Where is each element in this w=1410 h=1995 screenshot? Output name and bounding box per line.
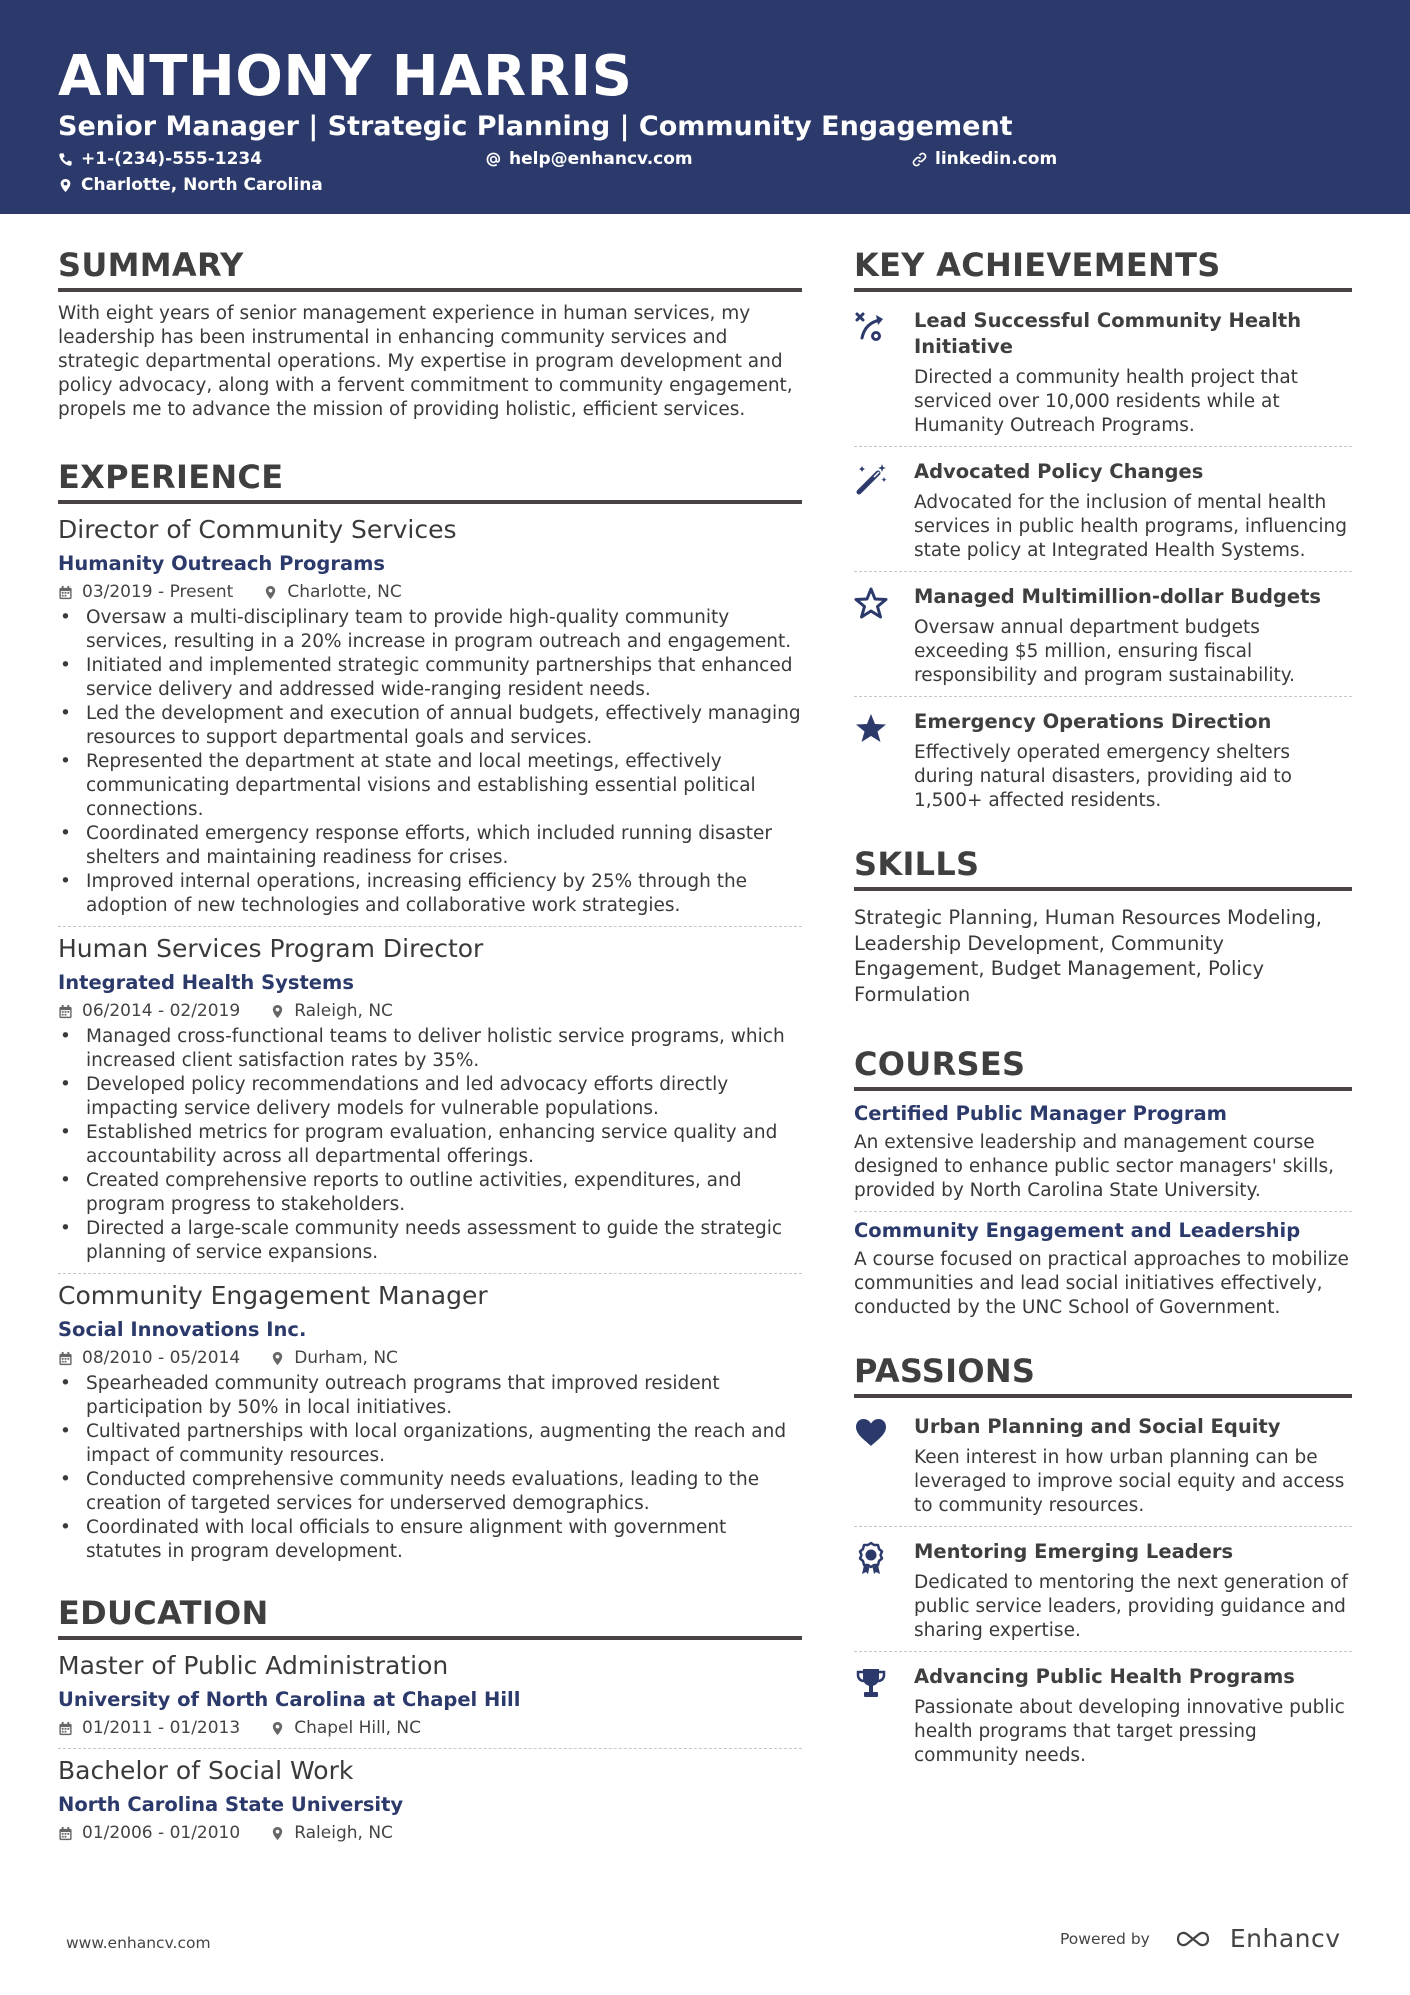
passion-item [854, 1533, 1352, 1643]
education-meta [58, 1821, 802, 1845]
job-meta [58, 999, 802, 1023]
location-text: Raleigh, NC [294, 1823, 393, 1843]
courses-heading: COURSES [854, 1043, 1352, 1091]
enhancv-logo-icon [1174, 1926, 1222, 1952]
calendar-icon [58, 1004, 73, 1019]
footer-website[interactable]: www.enhancv.com [66, 1934, 211, 1952]
link-icon [912, 152, 927, 167]
education-location [270, 1716, 421, 1740]
phone-text: +1-(234)-555-1234 [81, 149, 263, 169]
job-bullets [58, 1372, 802, 1564]
dates-text: 03/2019 - Present [82, 582, 234, 602]
star-icon [854, 711, 888, 745]
calendar-icon [58, 585, 73, 600]
magic-wand-icon [854, 461, 888, 495]
bullet-item: • Established metrics for program evaluation, enhancing service quality and accountability across all departmental offerings. [58, 1121, 802, 1169]
company-name: Integrated Health Systems [58, 971, 354, 994]
education-entry [58, 1755, 802, 1845]
bullet-item: • Improved internal operations, increasing efficiency by 25% through the adoption of new technologies and collaborative work strategies. [58, 870, 802, 918]
summary-text: With eight years of senior management experience in human services, my leadership has been instrumental in enhancing community services and strategic departmental operations. My expertise in program development and policy advocacy, along with a fervent commitment to community engagement, propels me to advance the mission of providing holistic, efficient services. [58, 303, 793, 420]
entry-divider [854, 1211, 1352, 1212]
bullet-item: • Managed cross-functional teams to deliver holistic service programs, which increased client satisfaction rates by 35%. [58, 1025, 802, 1073]
entry-divider [854, 1526, 1352, 1527]
bullet-item: • Led the development and execution of annual budgets, effectively managing resources to support departmental goals and services. [58, 702, 802, 750]
location-pin-icon [263, 585, 278, 600]
education-location [270, 1821, 393, 1845]
strategy-icon [854, 310, 888, 344]
bullet-item: • Developed policy recommendations and led advocacy efforts directly impacting service delivery models for vulnerable populations. [58, 1073, 802, 1121]
job-meta [58, 580, 802, 604]
passion-title: Mentoring Emerging Leaders [914, 1540, 1234, 1563]
job-title: Human Services Program Director [58, 934, 484, 963]
summary-heading: SUMMARY [58, 244, 802, 292]
company-name: Humanity Outreach Programs [58, 552, 386, 575]
degree-title: Master of Public Administration [58, 1651, 449, 1680]
right-column [854, 244, 1352, 1768]
calendar-icon [58, 1721, 73, 1736]
experience-entry [58, 514, 802, 918]
contact-phone [58, 148, 262, 170]
bullet-item: • Cultivated partnerships with local organizations, augmenting the reach and impact of community resources. [58, 1420, 802, 1468]
calendar-icon [58, 1351, 73, 1366]
location-text: Charlotte, NC [287, 582, 402, 602]
bullet-item: • Oversaw a multi-disciplinary team to provide high-quality community services, resulting in a 20% increase in program outreach and engagement. [58, 606, 802, 654]
job-dates [58, 999, 240, 1023]
degree-title: Bachelor of Social Work [58, 1756, 354, 1785]
job-title: Community Engagement Manager [58, 1281, 488, 1310]
course-desc: A course focused on practical approaches to mobilize communities and lead social initiatives effectively, conducted by the UNC School of Government. [854, 1249, 1349, 1318]
contact-email[interactable] [486, 148, 693, 170]
passions-heading: PASSIONS [854, 1350, 1352, 1398]
course-item [854, 1101, 1352, 1203]
bullet-item: • Represented the department at state and local meetings, effectively communicating departmental visions and establishing essential political connections. [58, 750, 802, 822]
dates-text: 08/2010 - 05/2014 [82, 1348, 241, 1368]
job-dates [58, 1346, 240, 1370]
passion-title: Urban Planning and Social Equity [914, 1415, 1281, 1438]
achievement-item [854, 578, 1352, 688]
star-outline-icon [854, 586, 888, 620]
location-text: Chapel Hill, NC [294, 1718, 421, 1738]
experience-entry [58, 933, 802, 1265]
bullet-item: • Initiated and implemented strategic community partnerships that enhanced service delivery and addressed wide-ranging resident needs. [58, 654, 802, 702]
education-dates [58, 1716, 240, 1740]
left-column [58, 244, 802, 1845]
entry-divider [58, 1748, 802, 1749]
phone-icon [58, 152, 73, 167]
achievement-item [854, 302, 1352, 438]
job-location [270, 1346, 398, 1370]
bullet-item: • Coordinated emergency response efforts, which included running disaster shelters and maintaining readiness for crises. [58, 822, 802, 870]
entry-divider [854, 571, 1352, 572]
entry-divider [58, 1273, 802, 1274]
achievement-title: Managed Multimillion-dollar Budgets [914, 585, 1322, 608]
entry-divider [854, 1651, 1352, 1652]
course-item [854, 1218, 1352, 1320]
experience-heading: EXPERIENCE [58, 456, 802, 504]
achievement-desc: Advocated for the inclusion of mental health services in public health programs, influencing state policy at Integrated Health Systems. [914, 492, 1348, 561]
contact-location [58, 174, 323, 196]
entry-divider [854, 446, 1352, 447]
passion-desc: Dedicated to mentoring the next generation of public service leaders, providing guidance and sharing expertise. [914, 1572, 1348, 1641]
passion-title: Advancing Public Health Programs [914, 1665, 1295, 1688]
heart-icon [854, 1416, 888, 1450]
linkedin-text: linkedin.com [935, 149, 1058, 169]
brand-name: Enhancv [1229, 1924, 1341, 1953]
bullet-item: • Conducted comprehensive community needs evaluations, leading to the creation of targeted services for underserved demographics. [58, 1468, 802, 1516]
job-location [270, 999, 393, 1023]
location-pin-icon [270, 1721, 285, 1736]
achievement-desc: Effectively operated emergency shelters during natural disasters, providing aid to 1,500+ affected residents. [914, 742, 1292, 811]
achievement-item [854, 703, 1352, 813]
school-name: North Carolina State University [58, 1793, 404, 1816]
course-title: Certified Public Manager Program [854, 1102, 1227, 1125]
brand-logo[interactable] [1174, 1924, 1341, 1953]
achievement-title: Lead Successful Community Health Initiative [914, 309, 1302, 358]
achievements-heading: KEY ACHIEVEMENTS [854, 244, 1352, 292]
at-icon [486, 152, 501, 167]
education-meta [58, 1716, 802, 1740]
dates-text: 01/2006 - 01/2010 [82, 1823, 241, 1843]
location-pin-icon [270, 1351, 285, 1366]
job-meta [58, 1346, 802, 1370]
dates-text: 06/2014 - 02/2019 [82, 1001, 241, 1021]
bullet-item: • Coordinated with local officials to ensure alignment with government statutes in program development. [58, 1516, 802, 1564]
location-pin-icon [270, 1826, 285, 1841]
location-text: Raleigh, NC [294, 1001, 393, 1021]
skills-text: Strategic Planning, Human Resources Modeling, Leadership Development, Community Engagement, Budget Management, Policy Formulation [854, 906, 1322, 1006]
course-desc: An extensive leadership and management course designed to enhance public sector managers' skills, provided by North Carolina State University. [854, 1132, 1334, 1201]
footer-branding [1060, 1924, 1341, 1953]
location-pin-icon [270, 1004, 285, 1019]
skills-heading: SKILLS [854, 843, 1352, 891]
bullet-item: • Created comprehensive reports to outline activities, expenditures, and program progress to stakeholders. [58, 1169, 802, 1217]
education-dates [58, 1821, 240, 1845]
achievement-title: Emergency Operations Direction [914, 710, 1272, 733]
calendar-icon [58, 1826, 73, 1841]
job-title: Director of Community Services [58, 515, 457, 544]
job-bullets [58, 1025, 802, 1265]
candidate-title: Senior Manager | Strategic Planning | Community Engagement [58, 111, 1013, 142]
bullet-item: • Spearheaded community outreach programs that improved resident participation by 50% in local initiatives. [58, 1372, 802, 1420]
achievement-title: Advocated Policy Changes [914, 460, 1204, 483]
location-text: Durham, NC [294, 1348, 398, 1368]
experience-entry [58, 1280, 802, 1564]
achievement-desc: Directed a community health project that serviced over 10,000 residents while at Humanity Outreach Programs. [914, 367, 1298, 436]
education-entry [58, 1650, 802, 1740]
bullet-item: • Directed a large-scale community needs assessment to guide the strategic planning of service expansions. [58, 1217, 802, 1265]
job-location [263, 580, 401, 604]
achievement-item [854, 453, 1352, 563]
location-pin-icon [58, 178, 73, 193]
course-title: Community Engagement and Leadership [854, 1219, 1301, 1242]
job-dates [58, 580, 233, 604]
passion-item [854, 1408, 1352, 1518]
passion-desc: Keen interest in how urban planning can be leveraged to improve social equity and access to community resources. [914, 1447, 1345, 1516]
entry-divider [58, 926, 802, 927]
resume-header [0, 0, 1410, 214]
education-heading: EDUCATION [58, 1592, 802, 1640]
passion-desc: Passionate about developing innovative public health programs that target pressing community needs. [914, 1697, 1345, 1766]
school-name: University of North Carolina at Chapel Hill [58, 1688, 521, 1711]
dates-text: 01/2011 - 01/2013 [82, 1718, 241, 1738]
job-bullets [58, 606, 802, 918]
award-ribbon-icon [854, 1541, 888, 1575]
trophy-icon [854, 1666, 888, 1700]
powered-by-label: Powered by [1060, 1929, 1150, 1948]
company-name: Social Innovations Inc. [58, 1318, 307, 1341]
candidate-name: ANTHONY HARRIS [58, 44, 633, 109]
location-text: Charlotte, North Carolina [81, 175, 323, 195]
contact-linkedin[interactable] [912, 148, 1057, 170]
email-text: help@enhancv.com [509, 149, 693, 169]
passion-item [854, 1658, 1352, 1768]
achievement-desc: Oversaw annual department budgets exceeding $5 million, ensuring fiscal responsibility and program sustainability. [914, 617, 1295, 686]
entry-divider [854, 696, 1352, 697]
